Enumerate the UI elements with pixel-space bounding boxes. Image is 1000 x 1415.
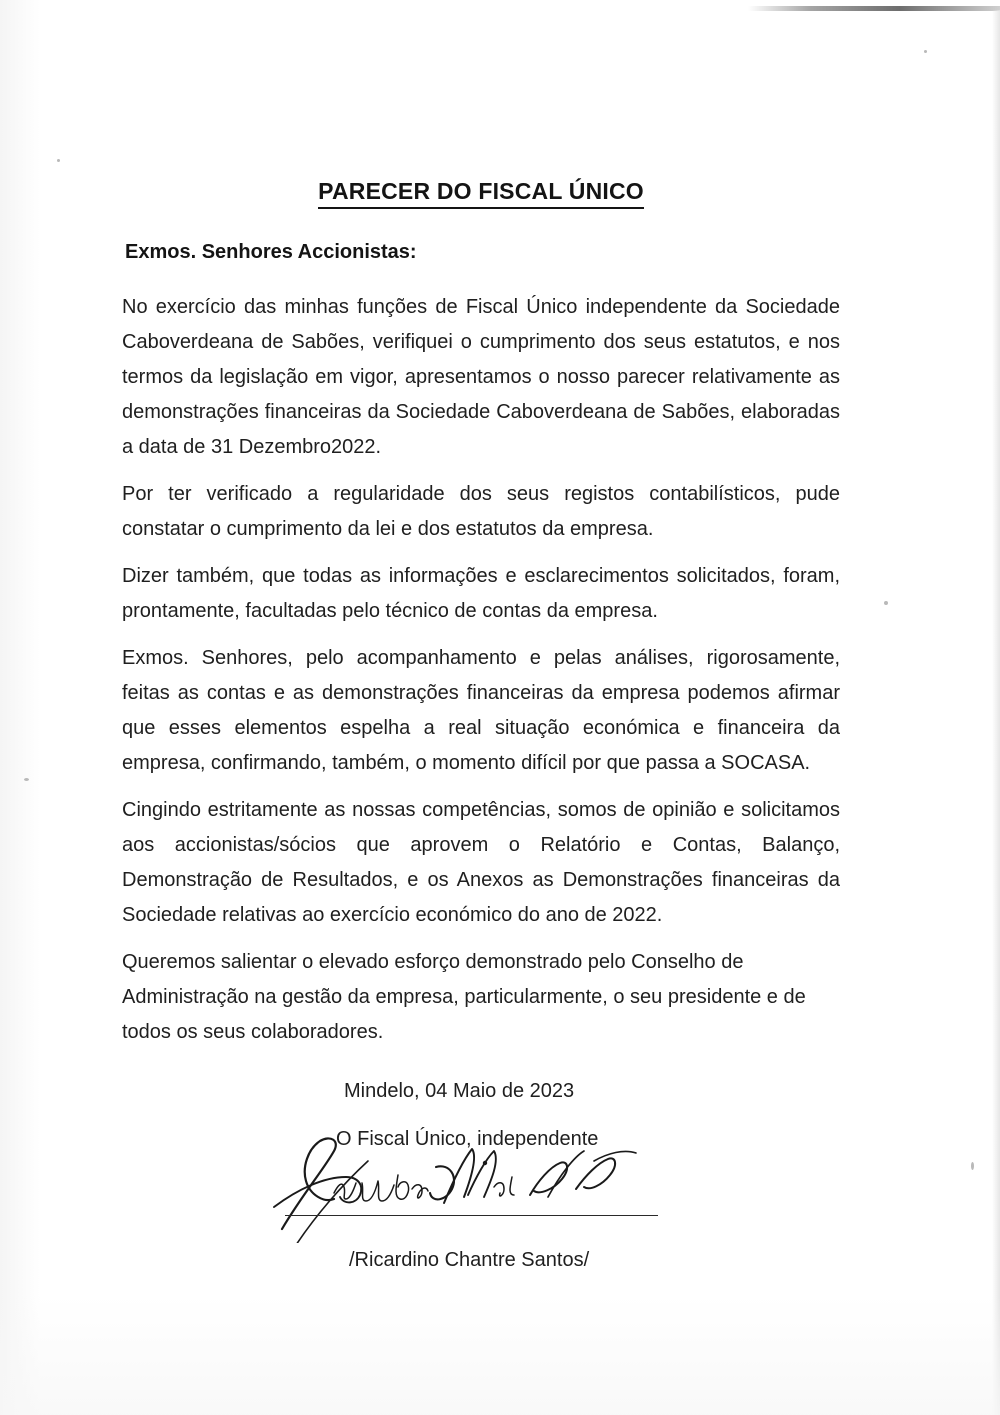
scan-speck: [57, 159, 60, 162]
signature-area: [122, 1157, 840, 1245]
signer-name: /Ricardino Chantre Santos/: [349, 1249, 590, 1271]
scan-speck: [971, 1162, 974, 1170]
place-and-date: Mindelo, 04 Maio de 2023: [344, 1080, 575, 1102]
page-title: [122, 0, 840, 205]
paragraph-2: Por ter verificado a regularidade dos seus registos contabilísticos, pude constatar o cumprimento da lei e dos estatutos da empresa.: [122, 483, 840, 540]
scan-speck: [924, 50, 927, 53]
page-title-text: PARECER DO FISCAL ÚNICO: [318, 178, 644, 209]
scan-tint-left: [0, 0, 40, 1415]
paragraph-1: No exercício das minhas funções de Fiscal Único independente da Sociedade Caboverdeana de Sabões, verifiquei o cumprimento dos seus estatutos, e nos termos da legislação em vigor, apresentamos o nosso parecer relativamente as demonstrações financeiras da Sociedade Caboverdeana de Sabões, elaboradas a data de 31 Dezembro2022.: [122, 296, 840, 458]
paragraph-3: Dizer também, que todas as informações e esclarecimentos solicitados, foram, prontamente, facultadas pelo técnico de contas da empresa.: [122, 565, 840, 622]
scan-speck: [24, 778, 29, 781]
paragraph-6: Queremos salientar o elevado esforço demonstrado pelo Conselho de Administração na gestão da empresa, particularmente, o seu presidente e de todos os seus colaboradores.: [122, 951, 806, 1043]
document-body: [122, 0, 840, 1275]
scan-speck: [884, 601, 888, 605]
scan-tint-bottom: [0, 1295, 1000, 1415]
paragraph-4: Exmos. Senhores, pelo acompanhamento e pelas análises, rigorosamente, feitas as contas e as demonstrações financeiras da empresa podemos afirmar que esses elementos espelha a real situação económica e financeira da empresa, confirmando, também, o momento difícil por que passa a SOCASA.: [122, 647, 840, 774]
closing-block: [122, 1050, 840, 1275]
signature-line: [285, 1215, 658, 1216]
paragraph-5: Cingindo estritamente as nossas competências, somos de opinião e solicitamos aos accionistas/sócios que aprovem o Relatório e Contas, Balanço, Demonstração de Resultados, e os Anexos as Demonstrações financeiras da Sociedade relativas ao exercício económico do ano de 2022.: [122, 799, 840, 926]
salutation: Exmos. Senhores Accionistas:: [125, 241, 417, 263]
scan-edge-artifact-right: [992, 10, 1000, 1415]
signer-role: O Fiscal Único, independente: [336, 1128, 599, 1150]
